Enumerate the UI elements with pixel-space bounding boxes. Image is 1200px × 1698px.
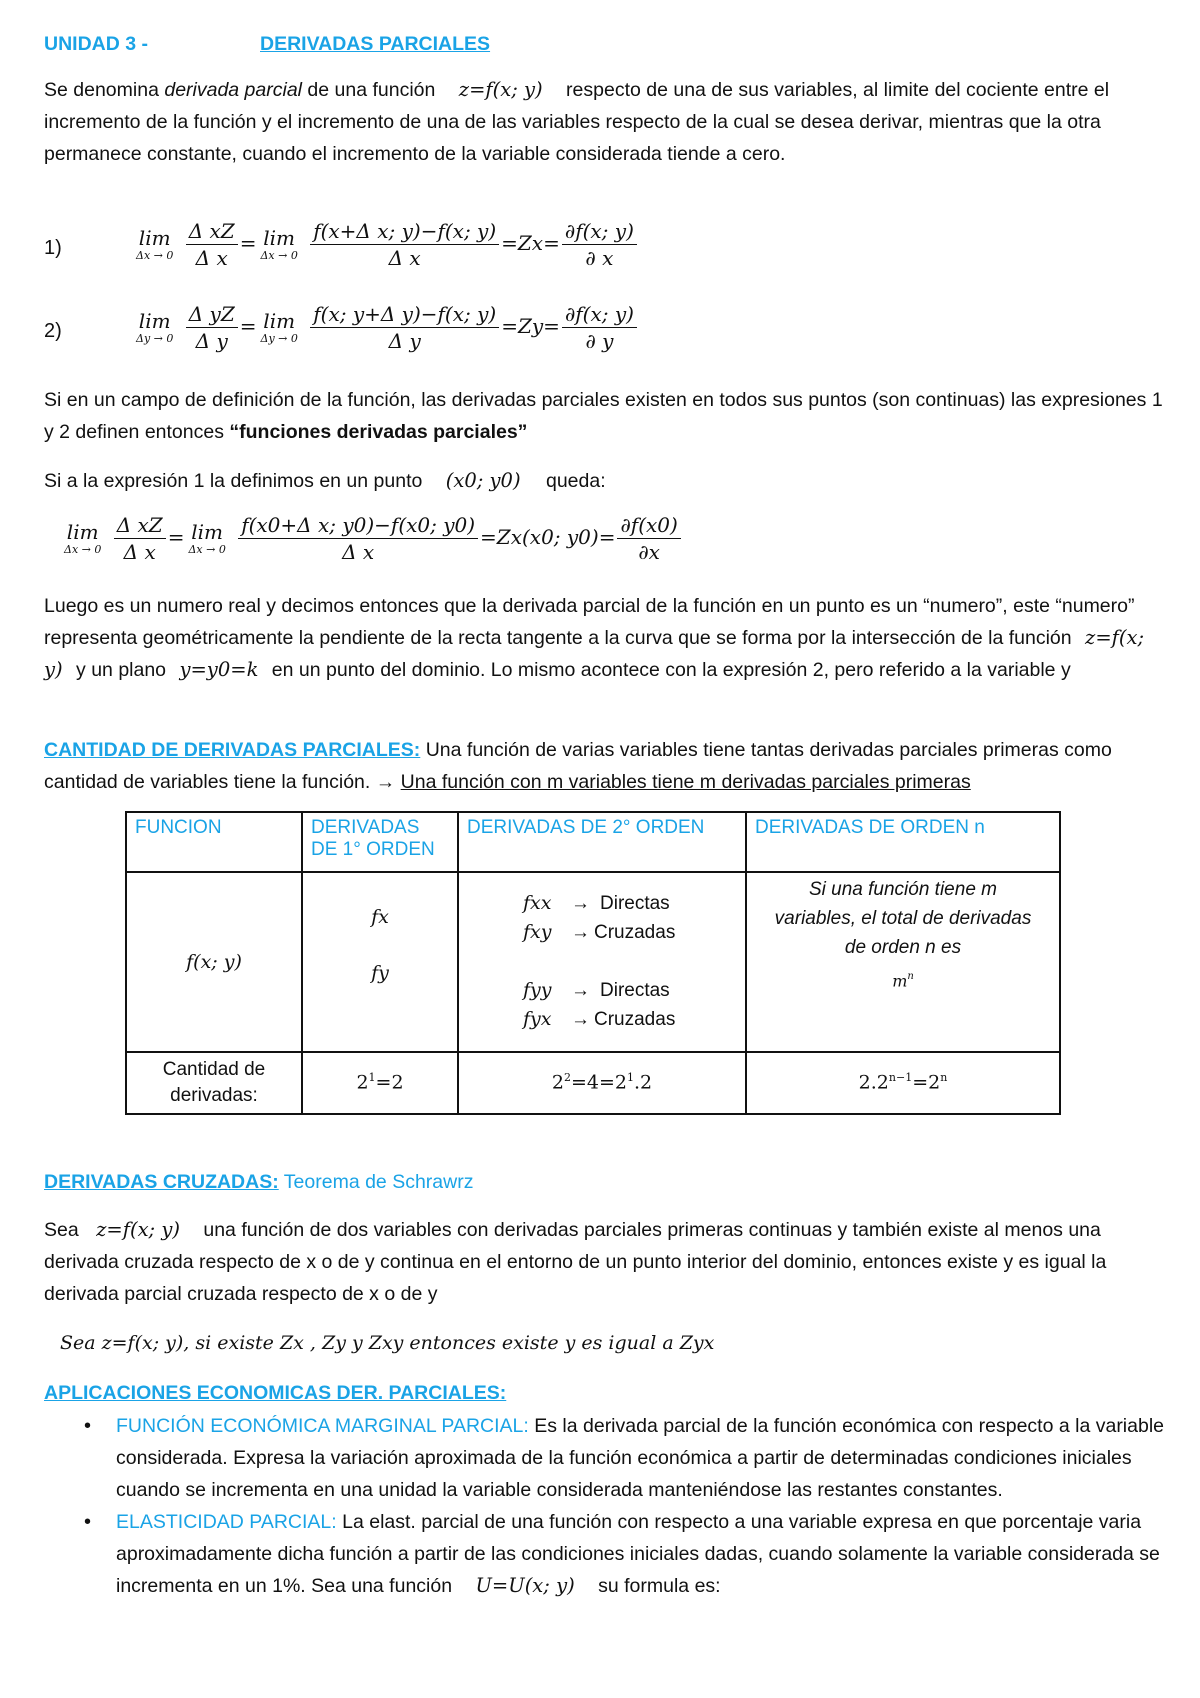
- frac-denominator: Δ y: [195, 329, 228, 353]
- frac-denominator: ∂ x: [585, 246, 614, 270]
- cruzadas-text-1: Sea: [44, 1219, 85, 1241]
- frac-numerator: ∂f(x; y): [562, 218, 637, 245]
- frac-numerator: f(x+Δ x; y)−f(x; y): [310, 218, 499, 245]
- frac-numerator: Δ xZ: [114, 512, 166, 539]
- cell-count-2: $2^2=4=2^1.2$: [458, 1052, 746, 1114]
- list-item: [80, 1506, 1170, 1602]
- header-nth-order: DERIVADAS DE ORDEN n: [746, 812, 1060, 872]
- arrow-icon: →: [571, 922, 590, 943]
- intro-emphasis: derivada parcial: [164, 79, 303, 101]
- frac-denominator: Δ x: [195, 246, 228, 270]
- luego-text-2: y un plano: [70, 659, 172, 681]
- lim-text: lim: [138, 225, 171, 250]
- frac-numerator: Δ yZ: [186, 301, 238, 328]
- function-math: f(x; y): [186, 950, 242, 973]
- campo-text: Si en un campo de definición de la función, las derivadas parciales existen en todos sus puntos (son continuas) las expresiones 1 y 2 definen entonces: [44, 389, 1163, 443]
- nth-sup: n: [907, 971, 914, 982]
- lim-subscript: Δx → 0: [64, 542, 102, 556]
- cruzadas-text-2: una función de dos variables con derivadas parciales primeras continuas y también existe al menos una derivada cruzada respecto de x o de y continua en el entorno de un punto interior del dominio, entonces existe y es igual la derivada parcial cruzada respecto de x o de y: [44, 1219, 1107, 1305]
- cantidad-paragraph: [44, 734, 1174, 798]
- intro-text-1: Se denomina: [44, 79, 165, 101]
- lim-text: lim: [138, 308, 171, 333]
- punto-text-1: Si a la expresión 1 la definimos en un punto: [44, 470, 423, 492]
- frac-numerator: ∂f(x0): [617, 512, 680, 539]
- punto-text-2: queda:: [545, 470, 606, 492]
- header-funcion: FUNCION: [126, 812, 302, 872]
- derivatives-table: [125, 811, 1061, 1115]
- arrow-icon: →: [571, 893, 590, 914]
- formula-1: [132, 218, 639, 271]
- punto-paragraph: [44, 465, 1174, 497]
- formula-1-label: 1): [44, 237, 62, 259]
- formula-2-label: 2): [44, 320, 62, 342]
- luego-math-2: y=y0=k: [179, 658, 259, 681]
- nth-math: m: [892, 971, 908, 991]
- cell-first-order: [302, 872, 458, 1052]
- equals-sign: =: [239, 314, 257, 338]
- bullet-icon: •: [84, 1511, 92, 1533]
- second-order-item: fxx → Directas: [523, 892, 670, 914]
- nth-text: Si una función tiene m variables, el total de derivadas de orden n es: [774, 879, 1032, 958]
- cantidad-heading: CANTIDAD DE DERIVADAS PARCIALES:: [44, 739, 421, 761]
- intro-paragraph: [44, 74, 1174, 170]
- cell-function: [126, 872, 302, 1052]
- schwarz-formula: Sea z=f(x; y), si existe Zx , Zy y Zxy entonces existe y es igual a Zyx: [60, 1332, 715, 1354]
- frac-numerator: Δ xZ: [186, 218, 238, 245]
- lim-subscript: Δx → 0: [260, 248, 298, 262]
- lim-subscript: Δx → 0: [136, 248, 174, 262]
- arrow-icon: →: [571, 980, 590, 1001]
- cantidad-text: Una función de varias variables tiene tantas derivadas parciales primeras como cantidad de variables tiene la función. →: [44, 739, 1112, 793]
- campo-paragraph: [44, 384, 1174, 448]
- cantidad-underlined: Una función con m variables tiene m derivadas parciales primeras: [400, 771, 971, 793]
- frac-numerator: f(x; y+Δ y)−f(x; y): [310, 301, 499, 328]
- frac-denominator: Δ x: [342, 540, 375, 564]
- header-first-order: DERIVADAS DE 1° ORDEN: [302, 812, 458, 872]
- table-row: [126, 872, 1060, 1052]
- second-order-item: fyy → Directas: [523, 979, 670, 1001]
- formula-2: [132, 301, 639, 354]
- cruzadas-heading-line: [44, 1166, 1174, 1198]
- lim-subscript: Δy → 0: [136, 331, 174, 345]
- arrow-icon: →: [571, 1009, 590, 1030]
- equals-sign: =: [239, 231, 257, 255]
- item-math: U=U(x; y): [475, 1574, 575, 1597]
- item-text: Es la derivada parcial de la función económica con respecto a la variable considerada. Expresa la variación aproximada de la función económica a partir de determinadas condiciones iniciales cuando se incrementa en una unidad la variable considerada manteniéndose las restantes constantes.: [116, 1415, 1165, 1501]
- lim-subscript: Δy → 0: [260, 331, 298, 345]
- frac-denominator: Δ y: [388, 329, 421, 353]
- item-label: FUNCIÓN ECONÓMICA MARGINAL PARCIAL:: [116, 1415, 529, 1437]
- luego-text-1: Luego es un numero real y decimos entonces que la derivada parcial de la función en un punto es un “numero”, este “numero” representa geométricamente la pendiente de la recta tangente a la curva que se forma por la intersección de la función: [44, 595, 1135, 649]
- cell-second-order: [458, 872, 746, 1052]
- bullet-icon: •: [84, 1415, 92, 1437]
- frac-numerator: f(x0+Δ x; y0)−f(x0; y0): [238, 512, 478, 539]
- deriv-fx: fx: [371, 906, 389, 928]
- aplicaciones-heading-line: [44, 1377, 1174, 1409]
- lim-subscript: Δx → 0: [188, 542, 226, 556]
- luego-text-3: en un punto del dominio. Lo mismo acontece con la expresión 2, pero referido a la variable y: [266, 659, 1071, 681]
- formula-middle: =Zy=: [501, 314, 560, 338]
- cruzadas-math: z=f(x; y): [96, 1218, 180, 1241]
- lim-text: lim: [263, 308, 296, 333]
- second-order-item: fxy → Cruzadas: [523, 921, 676, 943]
- lim-text: lim: [263, 225, 296, 250]
- cell-count-label: Cantidad de derivadas:: [126, 1052, 302, 1114]
- aplicaciones-list: [80, 1410, 1170, 1602]
- frac-denominator: Δ x: [123, 540, 156, 564]
- lim-text: lim: [191, 519, 224, 544]
- table-count-row: [126, 1052, 1060, 1114]
- intro-text-3: respecto de una de sus variables, al limite del cociente entre el incremento de la función y el incremento de una de las variables respecto de la cual se desea derivar, mientras que la otra permanece constante, cuando el incremento de la variable considerada tiende a cero.: [44, 79, 1110, 165]
- luego-paragraph: [44, 590, 1174, 686]
- page-title: DERIVADAS PARCIALES: [260, 33, 491, 55]
- header-second-order: DERIVADAS DE 2° ORDEN: [458, 812, 746, 872]
- cruzadas-paragraph: [44, 1214, 1174, 1310]
- item-label: ELASTICIDAD PARCIAL:: [116, 1511, 337, 1533]
- cell-count-1: $2^1=2$: [302, 1052, 458, 1114]
- table-header-row: [126, 812, 1060, 872]
- second-order-item: fyx → Cruzadas: [523, 1008, 676, 1030]
- item-text-2: su formula es:: [592, 1575, 721, 1597]
- frac-denominator: ∂x: [638, 540, 660, 564]
- frac-denominator: Δ x: [388, 246, 421, 270]
- campo-bold: “funciones derivadas parciales”: [229, 421, 528, 443]
- cruzadas-heading: DERIVADAS CRUZADAS:: [44, 1171, 279, 1193]
- cruzadas-subtitle: Teorema de Schrawrz: [278, 1171, 474, 1193]
- lim-text: lim: [66, 519, 99, 544]
- deriv-fy: fy: [371, 962, 389, 984]
- unit-label: UNIDAD 3 -: [44, 33, 149, 55]
- formula-middle: =Zx(x0; y0)=: [480, 525, 616, 549]
- formula-3: [60, 512, 683, 565]
- cell-count-n: $2.2^{n-1}=2^n$: [746, 1052, 1060, 1114]
- cell-nth-order: [746, 872, 1060, 1052]
- intro-function-math: z=f(x; y): [458, 78, 543, 101]
- item-text: La elast. parcial de una función con respecto a una variable expresa en que porcentaje varia aproximadamente dicha función a partir de las condiciones iniciales dadas, cuando solamente la variable considerada se incrementa en un 1%. Sea una función: [116, 1511, 1160, 1597]
- intro-text-2: de una función: [302, 79, 441, 101]
- equals-sign: =: [167, 525, 185, 549]
- luego-math-1: z=f(x; y): [44, 626, 1145, 681]
- frac-denominator: ∂ y: [585, 329, 614, 353]
- formula-middle: =Zx=: [501, 231, 560, 255]
- punto-math: (x0; y0): [445, 469, 521, 492]
- unit-header: [44, 28, 1174, 60]
- list-item: [80, 1410, 1170, 1506]
- aplicaciones-heading: APLICACIONES ECONOMICAS DER. PARCIALES:: [44, 1382, 507, 1404]
- frac-numerator: ∂f(x; y): [562, 301, 637, 328]
